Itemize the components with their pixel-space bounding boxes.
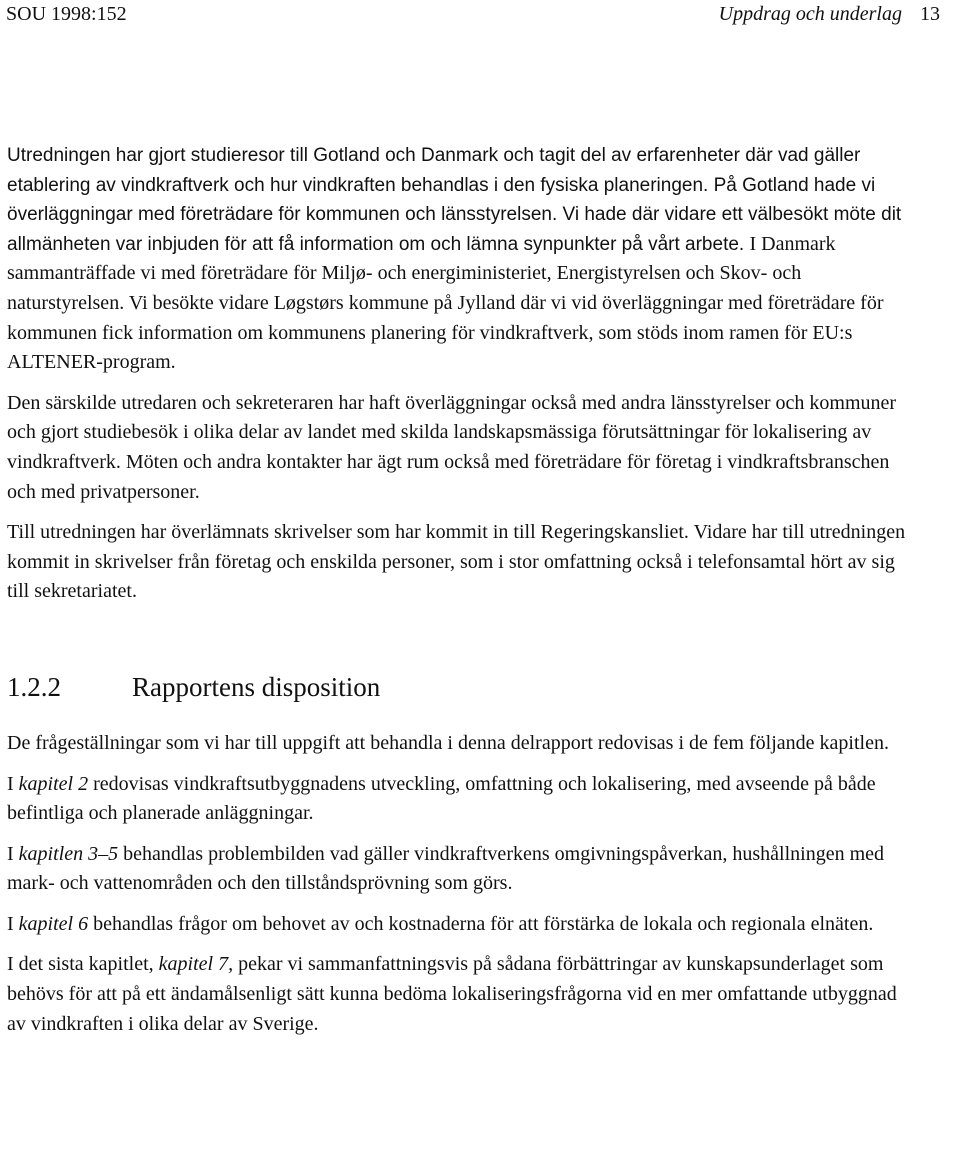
section-heading xyxy=(7,671,917,703)
paragraph-study-trips-part2: I Danmark sammanträffade vi med företrädare för Miljø- och energiministeriet, Energistyrelsen och Skov- och naturstyrelsen. Vi besökte vidare Løgstørs kommune på Jylland där vi vid överläggningar med företrädare för kommunen fick information om kommunens planering för vindkraftverk, som stöds inom ramen för EU:s ALTENER-program. xyxy=(7,232,884,374)
item-text: pekar vi sammanfattningsvis på sådana förbättringar av kunskapsunderlaget som behövs för att på ett ändamålsenligt sätt kunna bedöma lokaliseringsfrågorna vid en mer omfattande utbyggnad av vindkraften i olika delar av Sverige. xyxy=(7,953,897,1035)
chapter-reference: kapitlen 3–5 xyxy=(18,842,119,865)
page-header xyxy=(0,0,960,30)
item-text: redovisas vindkraftsutbyggnadens utveckling, omfattning och lokalisering, med avseende på både befintliga och planerade anläggningar. xyxy=(7,772,876,825)
paragraph-study-trips xyxy=(7,141,917,378)
item-prefix: I det sista kapitlet, xyxy=(7,953,159,976)
paragraph-study-trips-part1: Utredningen har gjort studieresor till Gotland och Danmark och tagit del av erfarenheter där vad gäller etablering av vindkraftverk och hur vindkraften behandlas i den fysiska planeringen. På Gotland hade vi överläggningar med företrädare för kommunen och länsstyrelsen. Vi hade där vidare ett välbesökt möte dit allmänheten var inbjuden för att få information om och lämna synpunkter på vårt arbete. xyxy=(7,145,902,255)
disposition-intro: De frågeställningar som vi har till uppgift att behandla i denna delrapport redovisas i de fem följande kapitlen. xyxy=(7,731,889,754)
page-number: 13 xyxy=(920,3,940,25)
paragraph-submissions: Till utredningen har överlämnats skrivelser som har kommit in till Regeringskansliet. Vidare har till utredningen kommit in skrivelser från företag och enskilda personer, som i stor omfattning också i telefonsamtal hört av sig till sekretariatet. xyxy=(7,521,906,603)
item-prefix: I xyxy=(7,912,19,935)
disposition-item-chapter-2 xyxy=(7,770,917,829)
running-title xyxy=(719,0,940,28)
chapter-title: Uppdrag och underlag xyxy=(718,3,902,25)
body-text xyxy=(7,141,917,1050)
item-text: behandlas problembilden vad gäller vindkraftverkens omgivningspåverkan, hushållningen med mark- och vattenområden och den tillståndsprövning som görs. xyxy=(7,842,885,895)
disposition-item-chapters-3-5 xyxy=(7,840,917,899)
item-prefix: I xyxy=(7,772,19,795)
item-text: behandlas frågor om behovet av och kostnaderna för att förstärka de lokala och regionala elnäten. xyxy=(88,912,874,935)
section-number: 1.2.2 xyxy=(7,671,61,702)
chapter-reference: kapitel 6 xyxy=(18,912,89,935)
disposition-item-chapter-6 xyxy=(7,910,917,940)
item-prefix: I xyxy=(7,842,19,865)
disposition-item-chapter-7 xyxy=(7,950,917,1039)
paragraph-consultations: Den särskilde utredaren och sekreteraren har haft överläggningar också med andra länsstyrelser och kommuner och gjort studiebesök i olika delar av landet med skilda landskapsmässiga förutsättningar för lokalisering av vindkraftverk. Möten och andra kontakter har ägt rum också med företrädare för företag i vindkraftsbranschen och med privatpersoner. xyxy=(7,391,897,503)
report-id: SOU 1998:152 xyxy=(6,3,127,25)
section-title: Rapportens disposition xyxy=(132,671,381,702)
chapter-reference: kapitel 7, xyxy=(158,953,234,976)
chapter-reference: kapitel 2 xyxy=(18,772,89,795)
